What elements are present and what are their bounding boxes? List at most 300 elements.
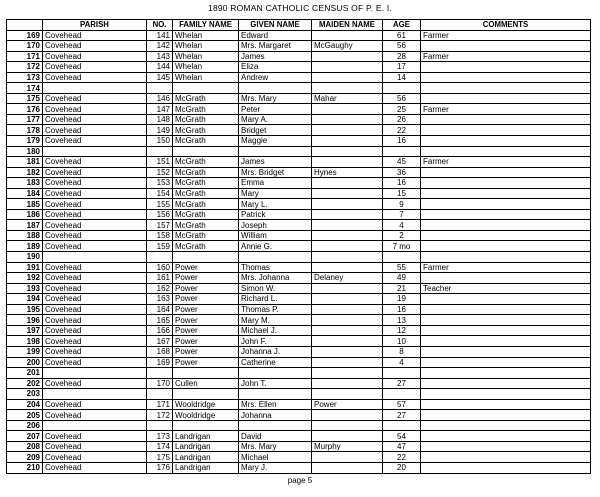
cell-parish: Covehead bbox=[43, 441, 147, 452]
cell-maiden-name bbox=[312, 146, 383, 157]
cell-parish: Covehead bbox=[43, 462, 147, 473]
cell-row-number: 200 bbox=[7, 357, 43, 368]
column-header-maiden-name: MAIDEN NAME bbox=[312, 20, 383, 31]
cell-maiden-name bbox=[312, 125, 383, 136]
cell-parish: Covehead bbox=[43, 410, 147, 421]
cell-household-no: 168 bbox=[147, 346, 173, 357]
cell-age: 26 bbox=[383, 114, 421, 125]
cell-row-number: 171 bbox=[7, 51, 43, 62]
cell-household-no: 170 bbox=[147, 378, 173, 389]
cell-parish: Covehead bbox=[43, 273, 147, 284]
cell-age: 54 bbox=[383, 431, 421, 442]
cell-maiden-name bbox=[312, 136, 383, 147]
cell-maiden-name bbox=[312, 62, 383, 73]
cell-age: 22 bbox=[383, 125, 421, 136]
cell-family-name: McGrath bbox=[173, 209, 239, 220]
cell-maiden-name bbox=[312, 199, 383, 210]
cell-given-name: Thomas bbox=[239, 262, 312, 273]
cell-row-number: 177 bbox=[7, 114, 43, 125]
cell-parish: Covehead bbox=[43, 304, 147, 315]
cell-parish: Covehead bbox=[43, 114, 147, 125]
cell-parish: Covehead bbox=[43, 178, 147, 189]
cell-given-name: John T. bbox=[239, 378, 312, 389]
cell-row-number: 179 bbox=[7, 136, 43, 147]
cell-given-name: Johanna J. bbox=[239, 346, 312, 357]
cell-family-name: McGrath bbox=[173, 188, 239, 199]
cell-age: 20 bbox=[383, 462, 421, 473]
cell-parish bbox=[43, 83, 147, 94]
cell-maiden-name bbox=[312, 209, 383, 220]
cell-age: 61 bbox=[383, 30, 421, 41]
cell-comments bbox=[421, 125, 591, 136]
column-header-comments: COMMENTS bbox=[421, 20, 591, 31]
cell-row-number: 184 bbox=[7, 188, 43, 199]
cell-family-name: Whelan bbox=[173, 72, 239, 83]
cell-comments: Farmer bbox=[421, 51, 591, 62]
table-row bbox=[7, 157, 591, 168]
cell-comments bbox=[421, 325, 591, 336]
cell-row-number: 203 bbox=[7, 389, 43, 400]
cell-comments: Farmer bbox=[421, 157, 591, 168]
table-row bbox=[7, 389, 591, 400]
cell-given-name: Peter bbox=[239, 104, 312, 115]
cell-comments bbox=[421, 230, 591, 241]
cell-family-name: Whelan bbox=[173, 51, 239, 62]
cell-row-number: 209 bbox=[7, 452, 43, 463]
table-row bbox=[7, 420, 591, 431]
cell-household-no: 171 bbox=[147, 399, 173, 410]
cell-maiden-name bbox=[312, 315, 383, 326]
cell-parish: Covehead bbox=[43, 209, 147, 220]
cell-given-name: Emma bbox=[239, 178, 312, 189]
cell-row-number: 189 bbox=[7, 241, 43, 252]
cell-family-name: McGrath bbox=[173, 114, 239, 125]
cell-parish: Covehead bbox=[43, 157, 147, 168]
cell-given-name: Thomas P. bbox=[239, 304, 312, 315]
cell-row-number: 202 bbox=[7, 378, 43, 389]
cell-age: 27 bbox=[383, 410, 421, 421]
table-row bbox=[7, 441, 591, 452]
cell-parish: Covehead bbox=[43, 220, 147, 231]
cell-household-no: 176 bbox=[147, 462, 173, 473]
cell-row-number: 173 bbox=[7, 72, 43, 83]
cell-parish: Covehead bbox=[43, 51, 147, 62]
cell-comments bbox=[421, 410, 591, 421]
cell-age: 55 bbox=[383, 262, 421, 273]
table-row bbox=[7, 199, 591, 210]
cell-maiden-name bbox=[312, 389, 383, 400]
cell-age: 4 bbox=[383, 220, 421, 231]
column-header-age: AGE bbox=[383, 20, 421, 31]
cell-age: 57 bbox=[383, 399, 421, 410]
cell-row-number: 190 bbox=[7, 252, 43, 263]
cell-parish: Covehead bbox=[43, 241, 147, 252]
cell-row-number: 208 bbox=[7, 441, 43, 452]
cell-comments bbox=[421, 146, 591, 157]
cell-row-number: 197 bbox=[7, 325, 43, 336]
cell-maiden-name bbox=[312, 304, 383, 315]
cell-given-name: Michael J. bbox=[239, 325, 312, 336]
cell-comments bbox=[421, 452, 591, 463]
cell-age bbox=[383, 389, 421, 400]
cell-comments bbox=[421, 72, 591, 83]
cell-maiden-name bbox=[312, 241, 383, 252]
table-row bbox=[7, 346, 591, 357]
cell-age: 8 bbox=[383, 346, 421, 357]
cell-parish: Covehead bbox=[43, 431, 147, 442]
cell-household-no bbox=[147, 146, 173, 157]
cell-family-name: Power bbox=[173, 273, 239, 284]
cell-comments bbox=[421, 188, 591, 199]
cell-given-name: Mary J. bbox=[239, 462, 312, 473]
column-header-parish: PARISH bbox=[43, 20, 147, 31]
cell-given-name bbox=[239, 368, 312, 379]
cell-age: 36 bbox=[383, 167, 421, 178]
cell-parish: Covehead bbox=[43, 41, 147, 52]
cell-comments bbox=[421, 389, 591, 400]
cell-family-name: Whelan bbox=[173, 30, 239, 41]
cell-age: 56 bbox=[383, 41, 421, 52]
cell-family-name: Whelan bbox=[173, 62, 239, 73]
table-row bbox=[7, 83, 591, 94]
cell-row-number: 180 bbox=[7, 146, 43, 157]
cell-given-name: Mrs. Johanna bbox=[239, 273, 312, 284]
table-row bbox=[7, 283, 591, 294]
cell-given-name: Andrew bbox=[239, 72, 312, 83]
table-row bbox=[7, 431, 591, 442]
table-row bbox=[7, 114, 591, 125]
cell-household-no: 173 bbox=[147, 431, 173, 442]
cell-household-no: 142 bbox=[147, 41, 173, 52]
cell-comments: Farmer bbox=[421, 30, 591, 41]
cell-row-number: 185 bbox=[7, 199, 43, 210]
cell-comments: Farmer bbox=[421, 104, 591, 115]
cell-maiden-name bbox=[312, 462, 383, 473]
cell-household-no: 155 bbox=[147, 199, 173, 210]
cell-age: 9 bbox=[383, 199, 421, 210]
header-row bbox=[7, 20, 591, 31]
cell-given-name bbox=[239, 389, 312, 400]
cell-row-number: 172 bbox=[7, 62, 43, 73]
cell-household-no bbox=[147, 420, 173, 431]
cell-maiden-name bbox=[312, 283, 383, 294]
cell-household-no: 175 bbox=[147, 452, 173, 463]
cell-family-name: McGrath bbox=[173, 220, 239, 231]
cell-row-number: 174 bbox=[7, 83, 43, 94]
cell-comments bbox=[421, 462, 591, 473]
cell-family-name: Power bbox=[173, 283, 239, 294]
cell-household-no: 166 bbox=[147, 325, 173, 336]
cell-family-name: Power bbox=[173, 315, 239, 326]
cell-given-name: Mary A. bbox=[239, 114, 312, 125]
cell-age: 25 bbox=[383, 104, 421, 115]
cell-given-name: John F. bbox=[239, 336, 312, 347]
cell-row-number: 201 bbox=[7, 368, 43, 379]
table-row bbox=[7, 315, 591, 326]
cell-row-number: 198 bbox=[7, 336, 43, 347]
cell-household-no: 167 bbox=[147, 336, 173, 347]
cell-maiden-name bbox=[312, 178, 383, 189]
cell-given-name: Patrick bbox=[239, 209, 312, 220]
cell-given-name: Simon W. bbox=[239, 283, 312, 294]
table-row bbox=[7, 41, 591, 52]
cell-maiden-name bbox=[312, 104, 383, 115]
cell-parish: Covehead bbox=[43, 30, 147, 41]
cell-age: 17 bbox=[383, 62, 421, 73]
cell-parish: Covehead bbox=[43, 346, 147, 357]
cell-parish: Covehead bbox=[43, 315, 147, 326]
cell-maiden-name bbox=[312, 368, 383, 379]
cell-given-name bbox=[239, 146, 312, 157]
cell-row-number: 178 bbox=[7, 125, 43, 136]
cell-comments bbox=[421, 420, 591, 431]
cell-given-name: Mrs. Mary bbox=[239, 441, 312, 452]
cell-household-no: 150 bbox=[147, 136, 173, 147]
cell-given-name bbox=[239, 420, 312, 431]
cell-age bbox=[383, 368, 421, 379]
cell-parish: Covehead bbox=[43, 62, 147, 73]
cell-maiden-name bbox=[312, 410, 383, 421]
column-header-given-name: GIVEN NAME bbox=[239, 20, 312, 31]
cell-family-name: Landrigan bbox=[173, 462, 239, 473]
table-body bbox=[7, 30, 591, 473]
cell-household-no: 141 bbox=[147, 30, 173, 41]
table-row bbox=[7, 462, 591, 473]
cell-family-name: McGrath bbox=[173, 93, 239, 104]
cell-household-no: 151 bbox=[147, 157, 173, 168]
cell-parish bbox=[43, 420, 147, 431]
cell-family-name: Power bbox=[173, 262, 239, 273]
cell-given-name: David bbox=[239, 431, 312, 442]
cell-parish: Covehead bbox=[43, 452, 147, 463]
column-header-row-number bbox=[7, 20, 43, 31]
cell-family-name: McGrath bbox=[173, 241, 239, 252]
cell-maiden-name: Power bbox=[312, 399, 383, 410]
cell-maiden-name bbox=[312, 420, 383, 431]
cell-household-no: 160 bbox=[147, 262, 173, 273]
cell-household-no bbox=[147, 252, 173, 263]
cell-household-no: 144 bbox=[147, 62, 173, 73]
cell-age: 56 bbox=[383, 93, 421, 104]
cell-age: 21 bbox=[383, 283, 421, 294]
cell-parish: Covehead bbox=[43, 136, 147, 147]
table-row bbox=[7, 220, 591, 231]
cell-family-name: Landrigan bbox=[173, 441, 239, 452]
cell-family-name bbox=[173, 389, 239, 400]
cell-given-name: Eliza bbox=[239, 62, 312, 73]
cell-given-name: Edward bbox=[239, 30, 312, 41]
cell-given-name: Maggie bbox=[239, 136, 312, 147]
cell-age: 19 bbox=[383, 294, 421, 305]
cell-row-number: 195 bbox=[7, 304, 43, 315]
cell-household-no bbox=[147, 368, 173, 379]
cell-household-no: 152 bbox=[147, 167, 173, 178]
cell-given-name: James bbox=[239, 51, 312, 62]
cell-household-no: 174 bbox=[147, 441, 173, 452]
cell-household-no: 158 bbox=[147, 230, 173, 241]
table-row bbox=[7, 325, 591, 336]
cell-given-name: Joseph bbox=[239, 220, 312, 231]
cell-maiden-name bbox=[312, 452, 383, 463]
cell-row-number: 206 bbox=[7, 420, 43, 431]
cell-household-no: 147 bbox=[147, 104, 173, 115]
cell-family-name: Power bbox=[173, 325, 239, 336]
cell-given-name: Mrs. Margaret bbox=[239, 41, 312, 52]
cell-given-name: Richard L. bbox=[239, 294, 312, 305]
table-row bbox=[7, 62, 591, 73]
cell-parish bbox=[43, 389, 147, 400]
cell-given-name: Mary bbox=[239, 188, 312, 199]
table-header bbox=[7, 20, 591, 31]
cell-age: 15 bbox=[383, 188, 421, 199]
cell-comments bbox=[421, 378, 591, 389]
cell-parish: Covehead bbox=[43, 104, 147, 115]
cell-given-name: Bridget bbox=[239, 125, 312, 136]
cell-comments bbox=[421, 346, 591, 357]
cell-family-name: Power bbox=[173, 294, 239, 305]
cell-row-number: 192 bbox=[7, 273, 43, 284]
cell-comments bbox=[421, 167, 591, 178]
cell-given-name: William bbox=[239, 230, 312, 241]
cell-comments bbox=[421, 136, 591, 147]
table-row bbox=[7, 93, 591, 104]
table-row bbox=[7, 188, 591, 199]
cell-family-name: Landrigan bbox=[173, 452, 239, 463]
cell-household-no: 169 bbox=[147, 357, 173, 368]
cell-family-name: Whelan bbox=[173, 41, 239, 52]
table-row bbox=[7, 51, 591, 62]
table-row bbox=[7, 262, 591, 273]
table-row bbox=[7, 357, 591, 368]
cell-maiden-name bbox=[312, 51, 383, 62]
cell-row-number: 193 bbox=[7, 283, 43, 294]
cell-age: 7 bbox=[383, 209, 421, 220]
cell-age: 7 mo bbox=[383, 241, 421, 252]
cell-maiden-name bbox=[312, 114, 383, 125]
cell-given-name: Catherine bbox=[239, 357, 312, 368]
cell-row-number: 176 bbox=[7, 104, 43, 115]
cell-household-no: 165 bbox=[147, 315, 173, 326]
table-row bbox=[7, 252, 591, 263]
table-row bbox=[7, 104, 591, 115]
cell-comments bbox=[421, 199, 591, 210]
cell-household-no: 164 bbox=[147, 304, 173, 315]
cell-age: 12 bbox=[383, 325, 421, 336]
cell-parish: Covehead bbox=[43, 199, 147, 210]
cell-maiden-name bbox=[312, 157, 383, 168]
cell-household-no: 148 bbox=[147, 114, 173, 125]
cell-age bbox=[383, 146, 421, 157]
table-row bbox=[7, 304, 591, 315]
cell-household-no: 172 bbox=[147, 410, 173, 421]
cell-family-name: Wooldridge bbox=[173, 410, 239, 421]
cell-household-no: 149 bbox=[147, 125, 173, 136]
cell-row-number: 182 bbox=[7, 167, 43, 178]
cell-row-number: 169 bbox=[7, 30, 43, 41]
cell-family-name bbox=[173, 368, 239, 379]
cell-maiden-name bbox=[312, 252, 383, 263]
cell-parish: Covehead bbox=[43, 283, 147, 294]
page-number: page 5 bbox=[287, 476, 313, 485]
cell-maiden-name: McGaughy bbox=[312, 41, 383, 52]
cell-row-number: 199 bbox=[7, 346, 43, 357]
cell-age: 45 bbox=[383, 157, 421, 168]
table-row bbox=[7, 241, 591, 252]
cell-parish bbox=[43, 146, 147, 157]
cell-parish: Covehead bbox=[43, 325, 147, 336]
table-row bbox=[7, 399, 591, 410]
cell-household-no: 162 bbox=[147, 283, 173, 294]
cell-parish: Covehead bbox=[43, 294, 147, 305]
cell-household-no: 159 bbox=[147, 241, 173, 252]
cell-given-name: Mary L. bbox=[239, 199, 312, 210]
cell-row-number: 188 bbox=[7, 230, 43, 241]
cell-row-number: 194 bbox=[7, 294, 43, 305]
cell-family-name bbox=[173, 83, 239, 94]
cell-family-name bbox=[173, 146, 239, 157]
cell-given-name: James bbox=[239, 157, 312, 168]
cell-family-name: Cullen bbox=[173, 378, 239, 389]
document-title: 1890 ROMAN CATHOLIC CENSUS OF P. E. I. bbox=[208, 3, 392, 13]
cell-comments: Farmer bbox=[421, 262, 591, 273]
cell-household-no: 146 bbox=[147, 93, 173, 104]
cell-comments bbox=[421, 114, 591, 125]
cell-parish: Covehead bbox=[43, 336, 147, 347]
cell-family-name: Wooldridge bbox=[173, 399, 239, 410]
cell-given-name: Michael bbox=[239, 452, 312, 463]
cell-family-name: McGrath bbox=[173, 230, 239, 241]
cell-household-no bbox=[147, 83, 173, 94]
cell-family-name: McGrath bbox=[173, 104, 239, 115]
cell-given-name bbox=[239, 83, 312, 94]
table-row bbox=[7, 378, 591, 389]
cell-age: 16 bbox=[383, 304, 421, 315]
table-row bbox=[7, 368, 591, 379]
cell-family-name bbox=[173, 420, 239, 431]
cell-household-no: 157 bbox=[147, 220, 173, 231]
cell-comments bbox=[421, 241, 591, 252]
cell-row-number: 191 bbox=[7, 262, 43, 273]
cell-parish: Covehead bbox=[43, 230, 147, 241]
cell-maiden-name bbox=[312, 220, 383, 231]
cell-maiden-name bbox=[312, 294, 383, 305]
cell-family-name: Power bbox=[173, 304, 239, 315]
cell-maiden-name: Delaney bbox=[312, 273, 383, 284]
cell-household-no bbox=[147, 389, 173, 400]
cell-parish: Covehead bbox=[43, 188, 147, 199]
cell-comments bbox=[421, 220, 591, 231]
cell-maiden-name bbox=[312, 346, 383, 357]
cell-family-name bbox=[173, 252, 239, 263]
cell-given-name: Annie G. bbox=[239, 241, 312, 252]
table-row bbox=[7, 167, 591, 178]
cell-parish: Covehead bbox=[43, 125, 147, 136]
table-row bbox=[7, 410, 591, 421]
cell-family-name: McGrath bbox=[173, 136, 239, 147]
cell-parish: Covehead bbox=[43, 262, 147, 273]
cell-comments bbox=[421, 83, 591, 94]
table-row bbox=[7, 294, 591, 305]
table-row bbox=[7, 30, 591, 41]
cell-parish bbox=[43, 252, 147, 263]
cell-row-number: 170 bbox=[7, 41, 43, 52]
cell-comments bbox=[421, 273, 591, 284]
table-row bbox=[7, 452, 591, 463]
cell-household-no: 143 bbox=[147, 51, 173, 62]
cell-age bbox=[383, 83, 421, 94]
cell-parish: Covehead bbox=[43, 357, 147, 368]
cell-age: 10 bbox=[383, 336, 421, 347]
